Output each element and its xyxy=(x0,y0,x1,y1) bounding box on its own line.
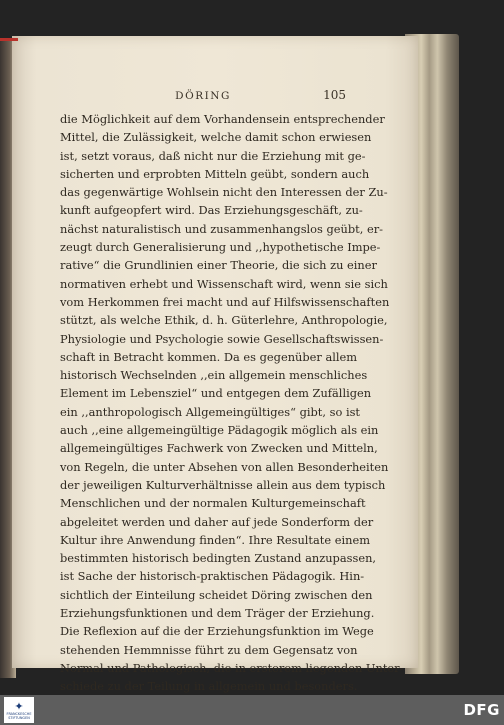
text-line: ist Sache der historisch-praktischen Pädagogik. Hin- xyxy=(60,569,365,584)
text-line: normativen erhebt und Wissenschaft wird, wenn sie sich xyxy=(60,276,388,291)
text-line: der jeweiligen Kulturverhältnisse allein aus dem typisch xyxy=(60,477,386,492)
star-icon: ✦ xyxy=(14,699,24,713)
logo-caption: FRANCKESCHE STIFTUNGEN xyxy=(6,711,32,720)
text-line: Normal und Pathologisch, die in ersterem liegenden Unter- xyxy=(60,660,404,675)
text-line: zeugt durch Generalisierung und ,,hypothetische Impe- xyxy=(60,240,381,255)
text-line: abgeleitet werden und daher auf jede Sonderform der xyxy=(60,514,374,529)
dfg-logo[interactable]: DFG xyxy=(463,701,500,719)
text-line: Mittel, die Zulässigkeit, welche damit schon erwiesen xyxy=(60,130,372,145)
text-line: die Möglichkeit auf dem Vorhandensein entsprechender xyxy=(60,112,385,126)
text-line: rative“ die Grundlinien einer Theorie, die sich zu einer xyxy=(60,258,377,273)
text-line: schiede zu der Teilung in allgemein und besonders. xyxy=(60,679,358,694)
text-line: stützt, als welche Ethik, d. h. Güterlehre, Anthropologie, xyxy=(60,313,388,328)
viewer-footer-bar xyxy=(0,695,504,725)
text-line: sicherten und erprobten Mitteln geübt, sondern auch xyxy=(60,166,370,181)
text-line: Element im Lebensziel“ und entgegen dem Zufälligen xyxy=(60,386,372,401)
text-line: historisch Wechselnden ,,ein allgemein menschliches xyxy=(60,368,368,383)
text-line: bestimmten historisch bedingten Zustand anzupassen, xyxy=(60,551,377,566)
body-text xyxy=(60,110,404,714)
page-number: 105 xyxy=(323,88,346,102)
text-line: ein ,,anthropologisch Allgemeingültiges“ gibt, so ist xyxy=(60,404,361,419)
text-line: Physiologie und Psychologie sowie Gesellschaftswissen- xyxy=(60,331,384,346)
text-line: vom Herkommen frei macht und auf Hilfswissenschaften xyxy=(60,294,390,309)
text-line: kunft aufgeopfert wird. Das Erziehungsgeschäft, zu- xyxy=(60,203,363,218)
text-line: stehenden Hemmnisse führt zu dem Gegensatz von xyxy=(60,642,358,657)
text-line: sichtlich der Einteilung scheidet Döring zwischen den xyxy=(60,587,373,602)
bookmark-ribbon xyxy=(0,38,18,41)
text-line: auch ,,eine allgemeingültige Pädagogik möglich als ein xyxy=(60,423,379,438)
text-line: schaft in Betracht kommen. Da es gegenüber allem xyxy=(60,349,358,364)
text-line: Kultur ihre Anwendung finden“. Ihre Resultate einem xyxy=(60,532,370,547)
text-line: nächst naturalistisch und zusammenhangslos geübt, er- xyxy=(60,221,384,236)
running-head: DÖRING xyxy=(175,90,231,102)
text-line: Menschlichen und der normalen Kulturgemeinschaft xyxy=(60,496,366,511)
francke-foundation-logo[interactable] xyxy=(4,697,34,723)
text-line: von Regeln, die unter Absehen von allen Besonderheiten xyxy=(60,459,389,474)
text-line: Die Reflexion auf die der Erziehungsfunktion im Wege xyxy=(60,624,374,639)
text-line: ist, setzt voraus, daß nicht nur die Erziehung mit ge- xyxy=(60,148,366,163)
text-line: allgemeingültiges Fachwerk von Zwecken und Mitteln, xyxy=(60,441,378,456)
text-line: Erziehungsfunktionen und dem Träger der Erziehung. xyxy=(60,606,375,621)
text-line: das gegenwärtige Wohlsein nicht den Interessen der Zu- xyxy=(60,185,388,200)
